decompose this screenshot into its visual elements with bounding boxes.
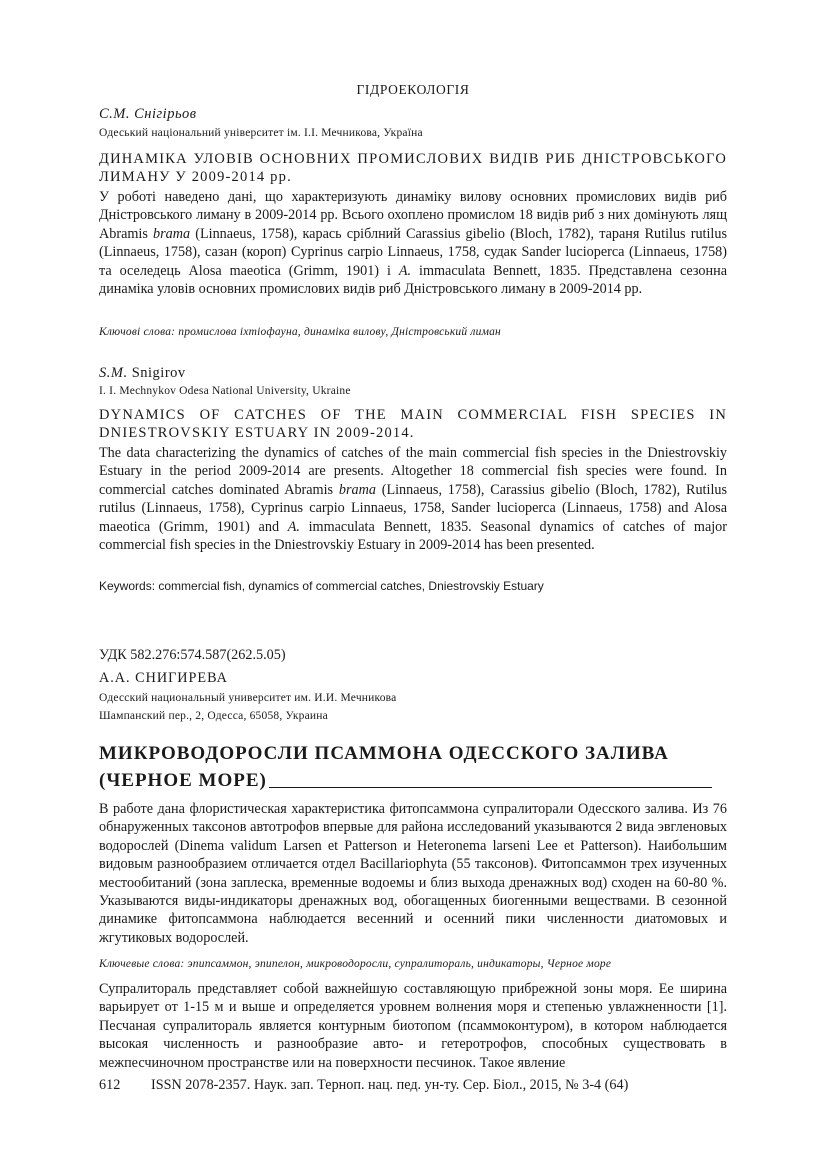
article3-keywords: Ключевые слова: эпипсаммон, эпипелон, микроводоросли, супралитораль, индикаторы, Черное море — [99, 958, 612, 970]
article1-author — [99, 106, 197, 123]
title-underline — [269, 787, 712, 788]
section-header: ГІДРОЕКОЛОГІЯ — [356, 82, 470, 97]
article1-affiliation: Одеський національний університет ім. І.І. Мечникова, Україна — [99, 127, 423, 139]
article3-body: Супралитораль представляет собой важнейшую составляющую прибрежной зоны моря. Ее ширина варьирует от 1-15 м и выше и определяется уровнем волнения моря и степенью увлажненности [1]. Песчаная супралитораль является контурным биотопом (псаммоконтуром), в котором наблюдается высокая численность и разнообразие авто- и гетеротрофов, способных существовать в межпесчиночном пространстве или на поверхности песчинок. Такое явление — [99, 981, 727, 1071]
article2-title: DYNAMICS OF CATCHES OF THE MAIN COMMERCIAL FISH SPECIES IN DNIESTROVSKIY ESTUARY IN 2009-2014. — [99, 407, 727, 441]
article3-title-line2-wrap — [99, 767, 739, 794]
article3-affiliation: Одесский национальный университет им. И.И. Мечникова — [99, 692, 397, 704]
article1-keywords: Ключові слова: промислова іхтіофауна, динаміка вилову, Дністровський лиман — [99, 326, 501, 338]
udk-code: УДК 582.276:574.587(262.5.05) — [99, 647, 286, 663]
article2-keywords: Keywords: commercial fish, dynamics of commercial catches, Dniestrovskiy Estuary — [99, 579, 544, 593]
article3-title-line2: (ЧЕРНОЕ МОРЕ) — [99, 770, 267, 791]
article3-title — [99, 740, 739, 794]
article3-title-line1: МИКРОВОДОРОСЛИ ПСАММОНА ОДЕССКОГО ЗАЛИВА — [99, 743, 669, 764]
article1-abstract: У роботі наведено дані, що характеризують динаміку вилову основних промислових видів риб Дністровського лиману в 2009-2014 рр. Всього охоплено промислом 18 видів риб з них домінують лящ Abramis brama (Linnaeus, 1758), карась сріблний Carassius gibelio (Bloch, 1782), тараня Rutilus rutilus (Linnaeus, 1758), сазан (короп) Cyprinus carpio Linnaeus, 1758, судак Sander lucioperca (Linnaeus, 1758) та оселедець Alosa maeotica (Grimm, 1901) і A. immaculata Bennett, 1835. Представлена сезонна динаміка уловів основних промислових видів риб Дністровського лиману в 2009-2014 рр. — [99, 189, 727, 298]
article2-author-lastname: Snigirov — [131, 365, 186, 381]
article1-author-lastname: Снігірьов — [134, 106, 197, 122]
article3-address: Шампанский пер., 2, Одесса, 65058, Украина — [99, 710, 328, 722]
journal-citation: ISSN 2078-2357. Наук. зап. Терноп. нац. пед. ун-ту. Сер. Біол., 2015, № 3-4 (64) — [151, 1077, 629, 1093]
article1-title: ДИНАМІКА УЛОВІВ ОСНОВНИХ ПРОМИСЛОВИХ ВИДІВ РИБ ДНІСТРОВСЬКОГО ЛИМАНУ У 2009-2014 рр. — [99, 151, 727, 185]
article2-abstract: The data characterizing the dynamics of catches of the main commercial fish species in the Dniestrovskiy Estuary in the period 2009-2014 are presents. Altogether 18 commercial fish species were found. In commercial catches dominated Abramis brama (Linnaeus, 1758), Carassius gibelio (Bloch, 1782), Rutilus rutilus (Linnaeus, 1758), Cyprinus carpio Linnaeus, 1758, Sander lucioperca (Linnaeus, 1758) and Alosa maeotica (Grimm, 1901) and A. immaculata Bennett, 1835. Seasonal dynamics of catches of major commercial fish species in the Dniestrovskiy Estuary in 2009-2014 has been presented. — [99, 445, 728, 554]
article2-author — [99, 365, 186, 382]
article1-author-initials: С.М. — [99, 106, 130, 122]
page-number: 612 — [99, 1077, 121, 1093]
article2-affiliation: I. I. Mechnykov Odesa National University, Ukraine — [99, 385, 351, 397]
article3-abstract: В работе дана флористическая характеристика фитопсаммона супралиторали Одесского залива. Из 76 обнаруженных таксонов автотрофов впервые для района исследований указываются 2 вида эвгленовых водорослей (Dinema validum Larsen et Patterson и Heteronema larseni Lee et Patterson). Наибольшим видовым разнообразием отличается отдел Bacillariophyta (55 таксонов). Фитопсаммон трех изученных местообитаний (зона заплеска, временные водоемы и близ выхода дренажных вод) сходен на 60-80 %. Указываются виды-индикаторы дренажных вод, обогащенных биогенными веществами. В сезонной динамике фитопсаммона наблюдается весенний и осенний пики численности диатомовых и жгутиковых водорослей. — [99, 801, 727, 946]
article2-author-initials: S.M. — [99, 365, 128, 381]
article3-author: А.А. СНИГИРЕВА — [99, 670, 228, 686]
